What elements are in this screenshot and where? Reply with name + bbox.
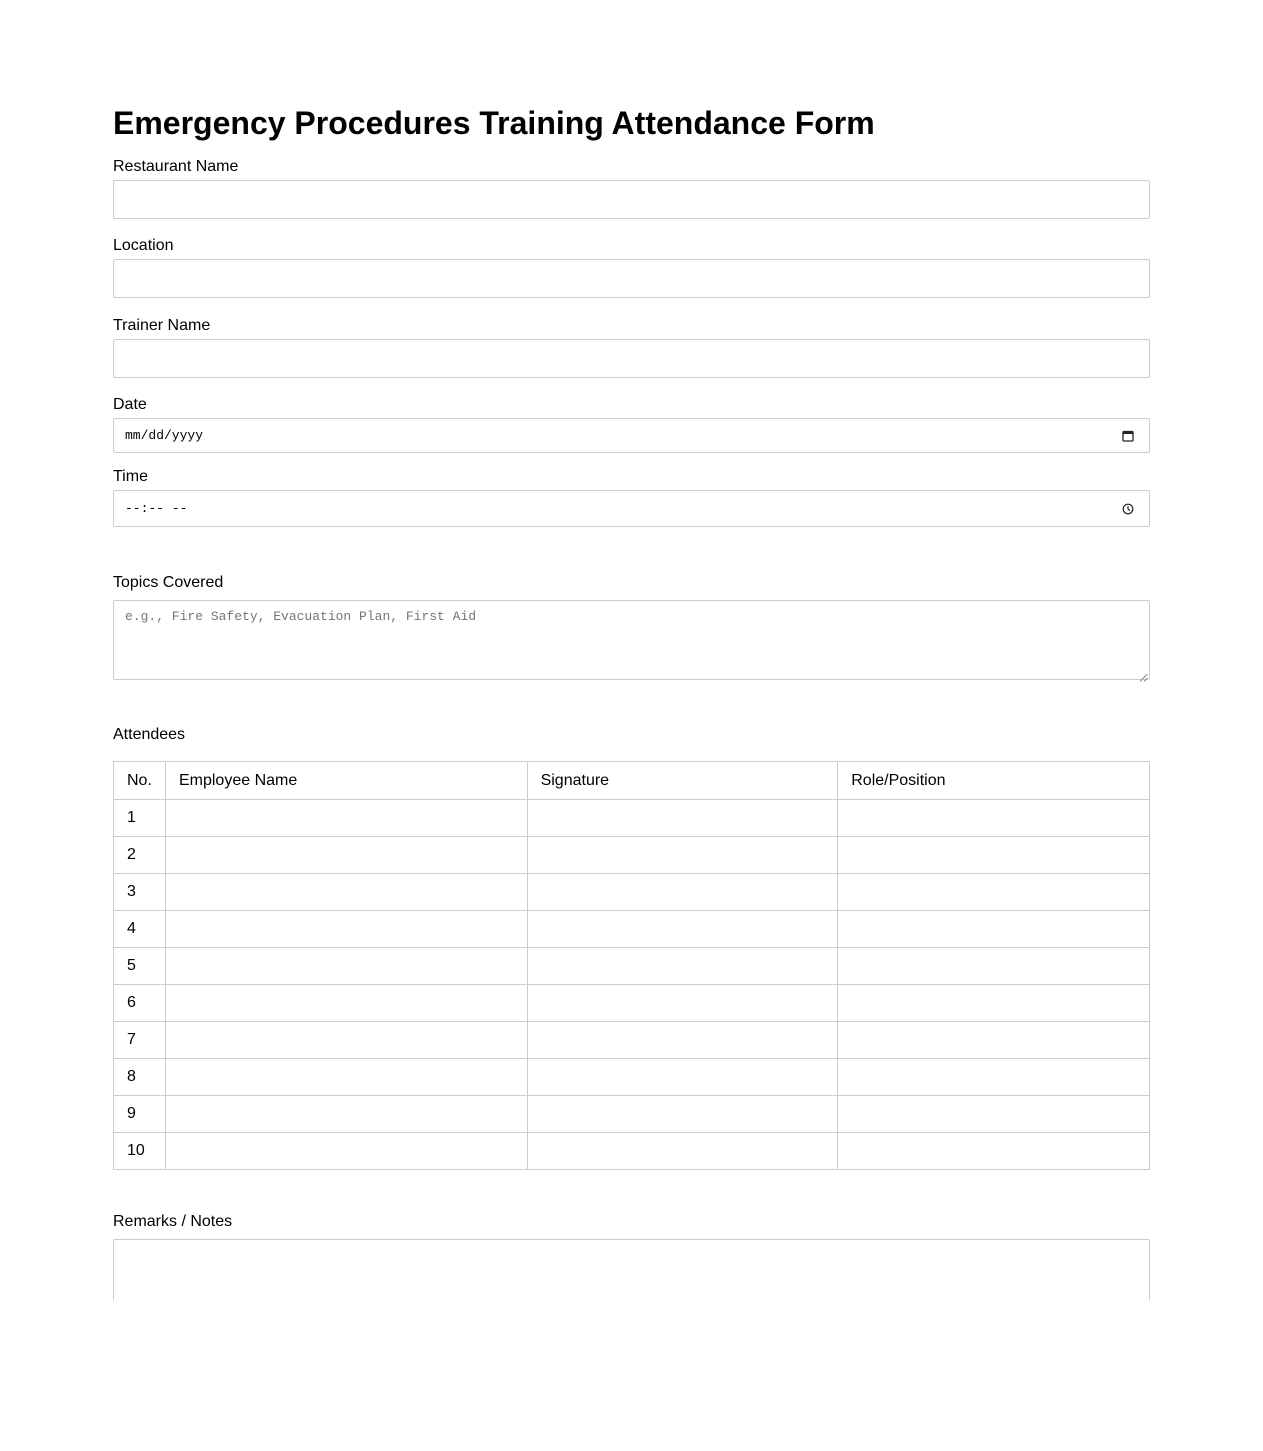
signature-cell[interactable] [527,1022,838,1059]
attendance-form [113,0,1150,1300]
time-placeholder: --:-- -- [125,501,188,516]
role-position-cell[interactable] [838,874,1150,911]
table-row [114,874,1150,911]
clock-icon[interactable] [1121,501,1135,517]
signature-cell[interactable] [527,800,838,837]
role-position-cell[interactable] [838,800,1150,837]
signature-cell[interactable] [527,985,838,1022]
row-number: 3 [114,874,166,911]
employee-name-cell[interactable] [165,911,527,948]
employee-name-cell[interactable] [165,800,527,837]
date-placeholder: mm/dd/yyyy [125,428,204,443]
table-row [114,837,1150,874]
signature-cell[interactable] [527,1096,838,1133]
attendees-table [113,761,1150,1170]
attendees-label: Attendees [113,726,186,743]
row-number: 4 [114,911,166,948]
signature-cell[interactable] [527,1133,838,1170]
employee-name-cell[interactable] [165,1022,527,1059]
role-position-cell[interactable] [838,837,1150,874]
time-label: Time [113,468,148,485]
row-number: 1 [114,800,166,837]
table-row [114,1022,1150,1059]
table-row [114,1096,1150,1133]
table-row [114,911,1150,948]
topics-covered-textarea[interactable] [113,600,1150,680]
role-position-cell[interactable] [838,911,1150,948]
row-number: 2 [114,837,166,874]
date-input[interactable] [113,418,1150,453]
column-header-role-position: Role/Position [838,762,1150,800]
signature-cell[interactable] [527,948,838,985]
trainer-name-label: Trainer Name [113,317,211,334]
table-row [114,1059,1150,1096]
restaurant-name-label: Restaurant Name [113,158,239,175]
resize-handle-icon[interactable] [1139,669,1148,678]
table-row [114,1133,1150,1170]
role-position-cell[interactable] [838,1059,1150,1096]
role-position-cell[interactable] [838,985,1150,1022]
employee-name-cell[interactable] [165,837,527,874]
time-input[interactable] [113,490,1150,527]
role-position-cell[interactable] [838,948,1150,985]
location-input[interactable] [113,259,1150,298]
row-number: 8 [114,1059,166,1096]
role-position-cell[interactable] [838,1133,1150,1170]
role-position-cell[interactable] [838,1096,1150,1133]
employee-name-cell[interactable] [165,1133,527,1170]
row-number: 5 [114,948,166,985]
employee-name-cell[interactable] [165,1059,527,1096]
table-row [114,948,1150,985]
restaurant-name-input[interactable] [113,180,1150,219]
employee-name-cell[interactable] [165,874,527,911]
location-label: Location [113,237,174,254]
table-row [114,985,1150,1022]
page-title: Emergency Procedures Training Attendance Form [113,105,875,141]
row-number: 7 [114,1022,166,1059]
row-number: 6 [114,985,166,1022]
column-header-no: No. [114,762,166,800]
column-header-signature: Signature [527,762,838,800]
row-number: 10 [114,1133,166,1170]
row-number: 9 [114,1096,166,1133]
topics-covered-label: Topics Covered [113,574,224,591]
topics-covered-placeholder: e.g., Fire Safety, Evacuation Plan, First Aid [125,609,477,624]
role-position-cell[interactable] [838,1022,1150,1059]
employee-name-cell[interactable] [165,948,527,985]
column-header-employee-name: Employee Name [165,762,527,800]
signature-cell[interactable] [527,874,838,911]
date-label: Date [113,396,147,413]
signature-cell[interactable] [527,911,838,948]
trainer-name-input[interactable] [113,339,1150,378]
calendar-icon[interactable] [1121,428,1135,444]
employee-name-cell[interactable] [165,1096,527,1133]
remarks-label: Remarks / Notes [113,1213,233,1230]
signature-cell[interactable] [527,837,838,874]
signature-cell[interactable] [527,1059,838,1096]
remarks-textarea[interactable] [113,1239,1150,1300]
table-header-row [114,762,1150,800]
table-row [114,800,1150,837]
employee-name-cell[interactable] [165,985,527,1022]
